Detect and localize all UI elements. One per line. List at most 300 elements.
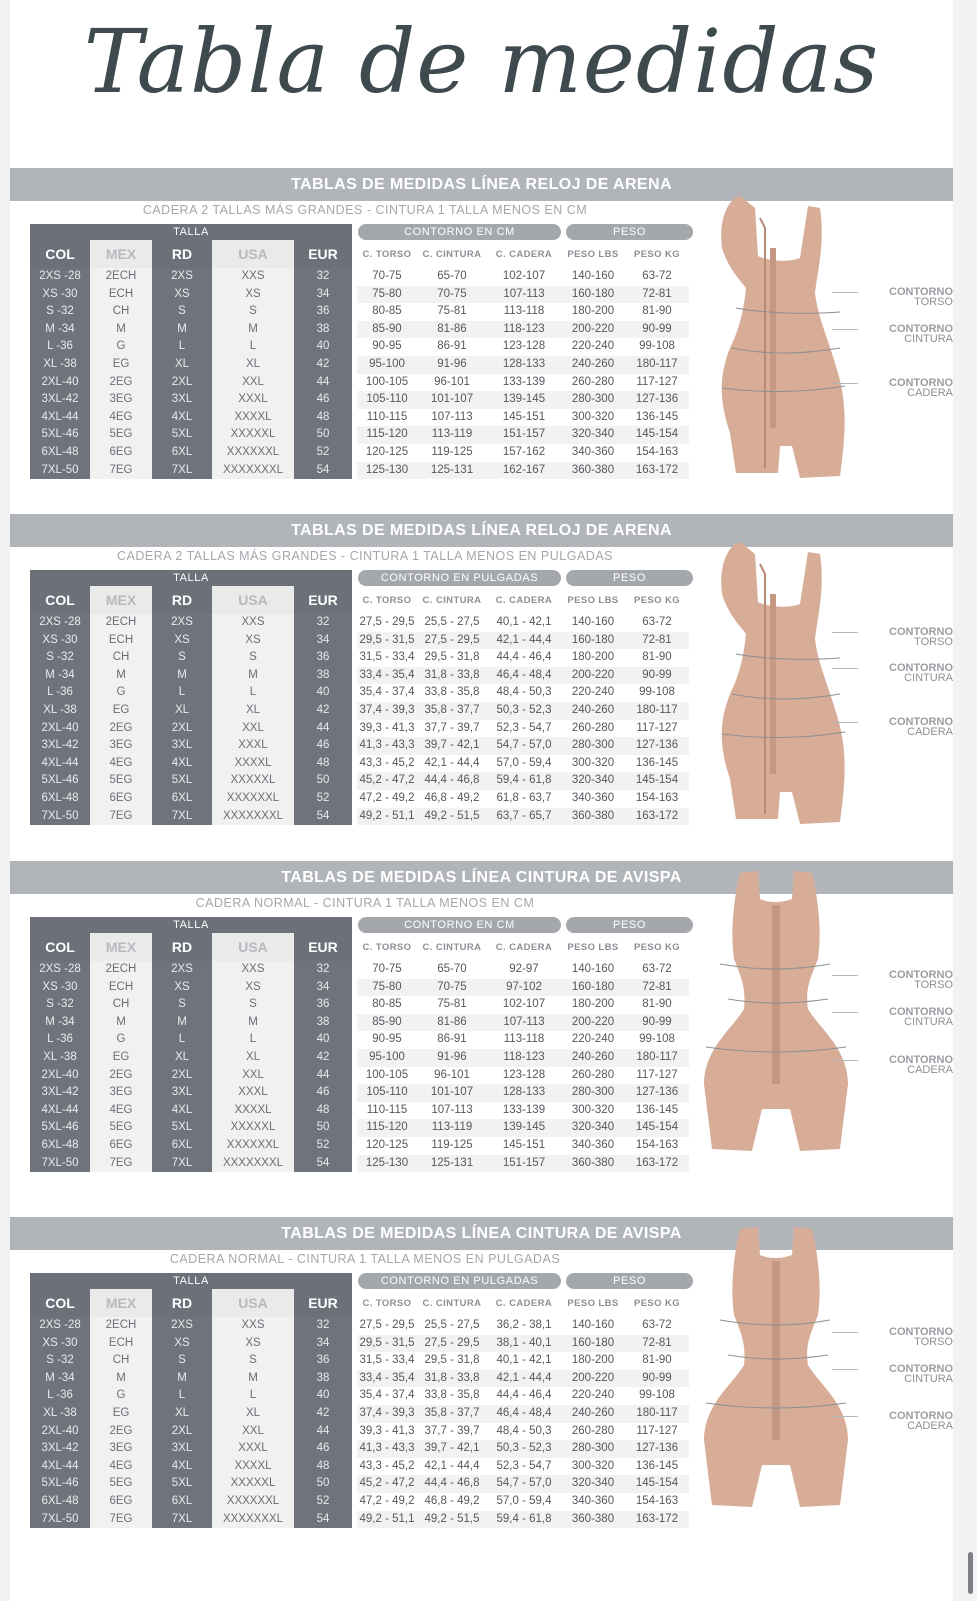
size-cell-eur: 34 [294, 286, 352, 304]
measure-cell: 92-97 [509, 963, 539, 975]
measure-cell: 140-160 [571, 270, 615, 282]
measure-cell: 154-163 [635, 1138, 679, 1151]
size-cell-rd: 2XL [152, 1067, 212, 1085]
measure-cell: 46,4 - 48,4 [487, 667, 561, 685]
measure-cell: 44,4 - 46,4 [496, 1389, 552, 1402]
measure-cell: 47,2 - 49,2 [359, 1494, 415, 1507]
size-cell-eur: 48 [294, 1458, 352, 1476]
col-header-usa: USA [212, 1289, 294, 1317]
measure-cell: 123-128 [502, 340, 546, 353]
measure-cell: 300-320 [571, 410, 615, 423]
table-row [30, 1155, 689, 1173]
col-header-c-torso: C. TORSO [357, 586, 417, 614]
measure-cell: 118-123 [487, 1049, 561, 1067]
size-cell-mex: 5EG [90, 1119, 152, 1137]
measure-cell: 180-117 [625, 1049, 689, 1067]
size-cell-rd: XL [152, 1405, 212, 1423]
measure-cell: 125-130 [357, 1155, 417, 1173]
peso-header: PESO [566, 1273, 693, 1289]
size-cell-eur: 32 [294, 268, 352, 286]
measure-cell: 27,5 - 29,5 [359, 616, 415, 628]
contorno-word: CONTORNO [889, 1363, 953, 1375]
measure-cell: 260-280 [571, 1424, 615, 1437]
measure-cell: 29,5 - 31,5 [357, 632, 417, 650]
size-cell-usa: XS [212, 286, 294, 304]
size-cell-col: 6XL-48 [30, 444, 90, 462]
measure-cell: 160-180 [561, 1335, 625, 1353]
measure-cell: 47,2 - 49,2 [359, 791, 415, 804]
measure-cell: 85-90 [357, 321, 417, 339]
table-row [30, 1423, 689, 1441]
measure-cell: 45,2 - 47,2 [357, 1475, 417, 1493]
size-cell-usa: M [212, 1370, 294, 1388]
size-cell-rd: XS [152, 286, 212, 304]
table-row [30, 1031, 689, 1049]
measure-cell: 320-340 [561, 772, 625, 790]
size-cell-rd: S [152, 649, 212, 667]
measure-cell: 123-128 [502, 1068, 546, 1081]
measure-cell: 145-151 [502, 410, 546, 423]
measure-cell: 33,8 - 35,8 [424, 1389, 480, 1402]
size-cell-rd: 4XL [152, 1458, 212, 1476]
table-row [30, 614, 689, 632]
measure-cell: 119-125 [431, 1138, 473, 1151]
measure-cell: 180-117 [625, 1405, 689, 1423]
size-cell-col: XS -30 [30, 632, 90, 650]
measure-cell: 118-123 [487, 321, 561, 339]
size-cell-usa: XXXXXXL [212, 790, 294, 808]
size-cell-col: 4XL-44 [30, 1458, 90, 1476]
measure-cell: 75-80 [357, 286, 417, 304]
measure-cell: 360-380 [561, 808, 625, 826]
size-cell-col: M -34 [30, 1014, 90, 1032]
size-cell-usa: XXXXL [212, 755, 294, 773]
size-cell-rd: 3XL [152, 391, 212, 409]
col-header-rd: RD [152, 240, 212, 268]
measure-cell: 50,3 - 52,3 [487, 1440, 561, 1458]
size-cell-col: 5XL-46 [30, 426, 90, 444]
size-cell-rd: 7XL [152, 808, 212, 826]
measure-cell: 39,3 - 41,3 [359, 1424, 415, 1437]
size-cell-rd: 7XL [152, 462, 212, 480]
size-cell-col: 5XL-46 [30, 1119, 90, 1137]
size-cell-rd: 2XL [152, 374, 212, 392]
measure-cell: 280-300 [561, 1440, 625, 1458]
size-cell-usa: XXXL [212, 737, 294, 755]
size-cell-rd: 4XL [152, 755, 212, 773]
measure-cell: 90-99 [625, 1370, 689, 1388]
size-cell-eur: 40 [294, 1387, 352, 1405]
size-cell-col: L -36 [30, 1031, 90, 1049]
size-cell-usa: M [212, 321, 294, 339]
size-cell-rd: XS [152, 979, 212, 997]
measure-cell: 90-95 [372, 1033, 402, 1046]
measure-cell: 52,3 - 54,7 [496, 721, 552, 734]
measure-cell: 35,8 - 37,7 [417, 1405, 487, 1423]
size-cell-col: 7XL-50 [30, 462, 90, 480]
size-cell-eur: 54 [294, 1155, 352, 1173]
size-cell-rd: M [152, 1014, 212, 1032]
measure-cell: 44,4 - 46,8 [417, 1475, 487, 1493]
size-cell-col: 3XL-42 [30, 1440, 90, 1458]
size-cell-usa: XXXL [212, 1440, 294, 1458]
size-cell-mex: 3EG [90, 391, 152, 409]
size-cell-col: S -32 [30, 996, 90, 1014]
contour-leader-line [832, 329, 858, 330]
col-header-c-torso: C. TORSO [357, 1289, 417, 1317]
size-cell-rd: 7XL [152, 1155, 212, 1173]
measure-cell: 240-260 [561, 1049, 625, 1067]
size-cell-eur: 38 [294, 667, 352, 685]
measure-cell: 136-145 [635, 410, 679, 423]
size-cell-mex: 4EG [90, 1102, 152, 1120]
size-cell-rd: XS [152, 632, 212, 650]
measure-cell: 117-127 [636, 1068, 678, 1081]
col-header-c-cadera: C. CADERA [487, 586, 561, 614]
measure-cell: 63,7 - 65,7 [487, 808, 561, 826]
section-2 [10, 514, 953, 854]
talla-header: TALLA [30, 224, 352, 240]
size-cell-eur: 54 [294, 808, 352, 826]
measure-cell: 200-220 [561, 1370, 625, 1388]
measure-cell: 59,4 - 61,8 [487, 772, 561, 790]
peso-header: PESO [566, 570, 693, 586]
table-header-row [30, 1289, 689, 1317]
size-cell-eur: 52 [294, 790, 352, 808]
size-cell-col: XL -38 [30, 1049, 90, 1067]
size-cell-rd: 6XL [152, 1137, 212, 1155]
col-header-peso-lbs: PESO LBS [561, 586, 625, 614]
table-row [30, 1458, 689, 1476]
size-cell-usa: XXXXXXXL [212, 1511, 294, 1529]
measure-cell: 40,1 - 42,1 [496, 616, 552, 628]
garment-figure [700, 1225, 850, 1530]
measure-cell: 31,5 - 33,4 [359, 651, 415, 664]
table-row [30, 1511, 689, 1529]
cadera-word: CADERA [907, 1064, 953, 1076]
size-cell-rd: 5XL [152, 1119, 212, 1137]
size-cell-rd: 5XL [152, 1475, 212, 1493]
section-title: TABLAS DE MEDIDAS LÍNEA CINTURA DE AVISPA [10, 861, 953, 894]
measure-cell: 160-180 [561, 286, 625, 304]
measure-cell: 136-145 [635, 1459, 679, 1472]
size-cell-usa: XXS [212, 268, 294, 286]
size-cell-usa: L [212, 1387, 294, 1405]
measure-cell: 113-118 [503, 1033, 545, 1046]
size-cell-mex: M [90, 1014, 152, 1032]
size-cell-mex: 7EG [90, 1511, 152, 1529]
col-header-col: COL [30, 240, 90, 268]
measure-cell: 49,2 - 51,1 [357, 808, 417, 826]
contour-leader-line [832, 1369, 858, 1370]
measure-cell: 127-136 [625, 1440, 689, 1458]
size-cell-usa: XXXL [212, 1084, 294, 1102]
scrollbar-thumb[interactable] [968, 1552, 973, 1594]
col-header-c-torso: C. TORSO [357, 240, 417, 268]
section-3 [10, 861, 953, 1201]
measure-cell: 59,4 - 61,8 [487, 1511, 561, 1529]
table-row [30, 1102, 689, 1120]
measure-cell: 340-360 [571, 1138, 615, 1151]
size-cell-usa: XXL [212, 1423, 294, 1441]
col-header-c-torso: C. TORSO [357, 933, 417, 961]
size-cell-mex: 2EG [90, 374, 152, 392]
measure-cell: 360-380 [561, 462, 625, 480]
measure-cell: 75-80 [357, 979, 417, 997]
col-header-c-cadera: C. CADERA [487, 1289, 561, 1317]
col-header-rd: RD [152, 586, 212, 614]
measure-cell: 61,8 - 63,7 [496, 791, 552, 804]
size-cell-eur: 34 [294, 632, 352, 650]
measure-cell: 65-70 [437, 270, 467, 282]
hourglass-bodysuit-image [700, 534, 850, 824]
table-row [30, 1405, 689, 1423]
size-cell-mex: ECH [90, 1335, 152, 1353]
col-header-col: COL [30, 586, 90, 614]
contour-leader-line [832, 292, 858, 293]
measure-cell: 29,5 - 31,5 [357, 1335, 417, 1353]
table-header-row [30, 933, 689, 961]
size-cell-col: XS -30 [30, 286, 90, 304]
measure-cell: 240-260 [561, 1405, 625, 1423]
size-cell-usa: L [212, 338, 294, 356]
measure-cell: 46,8 - 49,2 [424, 1494, 480, 1507]
size-cell-mex: 2ECH [90, 961, 152, 979]
measure-cell: 220-240 [571, 686, 615, 699]
contour-label-cintura [856, 1364, 953, 1384]
size-cell-rd: 2XS [152, 961, 212, 979]
measure-cell: 95-100 [357, 356, 417, 374]
cadera-word: CADERA [907, 387, 953, 399]
size-cell-usa: XL [212, 1049, 294, 1067]
size-cell-mex: 6EG [90, 790, 152, 808]
size-cell-usa: XXXXXXL [212, 444, 294, 462]
measure-cell: 151-157 [487, 426, 561, 444]
measure-cell: 36,2 - 38,1 [496, 1319, 552, 1331]
measure-cell: 180-200 [571, 998, 615, 1011]
torso-word: TORSO [914, 636, 953, 648]
measure-cell: 180-200 [571, 1354, 615, 1367]
measure-cell: 240-260 [561, 356, 625, 374]
measure-cell: 99-108 [639, 1033, 675, 1046]
measure-cell: 33,8 - 35,8 [424, 686, 480, 699]
size-cell-usa: L [212, 1031, 294, 1049]
size-cell-mex: G [90, 1387, 152, 1405]
size-cell-usa: XXL [212, 1067, 294, 1085]
measure-cell: 105-110 [357, 1084, 417, 1102]
size-cell-mex: 7EG [90, 808, 152, 826]
size-cell-usa: XXXXXXXL [212, 462, 294, 480]
measure-cell: 105-110 [357, 391, 417, 409]
measure-cell: 163-172 [625, 1155, 689, 1173]
measure-cell: 280-300 [561, 1084, 625, 1102]
size-cell-mex: CH [90, 996, 152, 1014]
measure-cell: 43,3 - 45,2 [359, 756, 415, 769]
measure-cell: 300-320 [571, 1103, 615, 1116]
size-cell-usa: XXXXXL [212, 1475, 294, 1493]
measure-cell: 110-115 [366, 1103, 408, 1116]
contour-leader-line [832, 975, 858, 976]
contorno-word: CONTORNO [889, 377, 953, 389]
table-row [30, 1014, 689, 1032]
measure-cell: 44,4 - 46,8 [417, 772, 487, 790]
size-cell-rd: 3XL [152, 1084, 212, 1102]
measure-cell: 57,0 - 59,4 [496, 1494, 552, 1507]
measure-cell: 90-95 [372, 340, 402, 353]
table-row [30, 1370, 689, 1388]
measure-cell: 180-200 [571, 651, 615, 664]
size-cell-eur: 44 [294, 1423, 352, 1441]
section-subtitle: CADERA NORMAL - CINTURA 1 TALLA MENOS EN PULGADAS [169, 1252, 561, 1266]
table-row [30, 1119, 689, 1137]
measure-cell: 136-145 [635, 756, 679, 769]
col-header-c-cadera: C. CADERA [487, 933, 561, 961]
size-cell-eur: 34 [294, 979, 352, 997]
measure-cell: 240-260 [561, 702, 625, 720]
measure-cell: 145-154 [625, 1475, 689, 1493]
size-cell-mex: 4EG [90, 755, 152, 773]
contour-leader-line [832, 1332, 858, 1333]
section-title: TABLAS DE MEDIDAS LÍNEA CINTURA DE AVISPA [10, 1217, 953, 1250]
size-cell-usa: XXXL [212, 391, 294, 409]
measure-cell: 151-157 [487, 1155, 561, 1173]
measure-cell: 200-220 [561, 1014, 625, 1032]
measure-cell: 27,5 - 29,5 [359, 1319, 415, 1331]
measure-cell: 37,7 - 39,7 [424, 1424, 480, 1437]
size-cell-eur: 50 [294, 1119, 352, 1137]
size-cell-col: 2XS -28 [30, 1317, 90, 1335]
size-cell-col: S -32 [30, 303, 90, 321]
measure-cell: 49,2 - 51,5 [417, 1511, 487, 1529]
size-cell-usa: XXXXXXL [212, 1137, 294, 1155]
size-cell-usa: XL [212, 356, 294, 374]
measure-cell: 96-101 [434, 1068, 470, 1081]
measure-cell: 125-131 [417, 462, 487, 480]
measure-cell: 99-108 [639, 340, 675, 353]
measure-cell: 139-145 [487, 1119, 561, 1137]
measure-cell: 27,5 - 29,5 [417, 1335, 487, 1353]
size-cell-usa: S [212, 649, 294, 667]
measure-cell: 220-240 [571, 1033, 615, 1046]
contour-leader-line [832, 722, 858, 723]
size-cell-usa: M [212, 1014, 294, 1032]
size-cell-col: S -32 [30, 1352, 90, 1370]
measure-cell: 49,2 - 51,1 [357, 1511, 417, 1529]
size-cell-usa: XXS [212, 961, 294, 979]
measure-cell: 101-107 [417, 1084, 487, 1102]
col-header-usa: USA [212, 933, 294, 961]
measure-cell: 145-154 [625, 426, 689, 444]
size-cell-eur: 50 [294, 1475, 352, 1493]
measure-cell: 200-220 [561, 321, 625, 339]
contorno-word: CONTORNO [889, 1326, 953, 1338]
contorno-word: CONTORNO [889, 1410, 953, 1422]
size-cell-eur: 46 [294, 1084, 352, 1102]
measure-cell: 46,4 - 48,4 [487, 1405, 561, 1423]
col-header-usa: USA [212, 240, 294, 268]
size-cell-mex: 4EG [90, 409, 152, 427]
size-cell-mex: EG [90, 702, 152, 720]
measure-cell: 91-96 [417, 356, 487, 374]
measure-cell: 117-127 [636, 721, 678, 734]
size-cell-col: XS -30 [30, 1335, 90, 1353]
measure-cell: 125-130 [357, 462, 417, 480]
cintura-word: CINTURA [904, 1373, 953, 1385]
measure-cell: 41,3 - 43,3 [357, 737, 417, 755]
size-cell-mex: 2EG [90, 1423, 152, 1441]
measure-cell: 145-154 [625, 772, 689, 790]
measure-cell: 99-108 [639, 1389, 675, 1402]
measure-cell: 107-113 [487, 1014, 561, 1032]
size-cell-rd: 2XL [152, 1423, 212, 1441]
measure-cell: 97-102 [487, 979, 561, 997]
size-cell-eur: 40 [294, 338, 352, 356]
size-cell-rd: L [152, 1031, 212, 1049]
table-row [30, 737, 689, 755]
contorno-header: CONTORNO EN CM [358, 224, 561, 240]
measure-cell: 54,7 - 57,0 [487, 737, 561, 755]
size-cell-eur: 32 [294, 1317, 352, 1335]
table-header-row [30, 586, 689, 614]
table-row [30, 649, 689, 667]
measure-cell: 35,8 - 37,7 [417, 702, 487, 720]
measure-cell: 101-107 [417, 391, 487, 409]
size-cell-col: XS -30 [30, 979, 90, 997]
measure-cell: 57,0 - 59,4 [496, 756, 552, 769]
talla-header: TALLA [30, 570, 352, 586]
size-cell-mex: M [90, 321, 152, 339]
size-table [30, 586, 689, 825]
contour-label-cadera [856, 1055, 953, 1075]
measure-cell: 107-113 [431, 410, 473, 423]
size-cell-rd: 6XL [152, 1493, 212, 1511]
measure-cell: 63-72 [642, 270, 672, 282]
measure-cell: 81-86 [417, 321, 487, 339]
measure-cell: 91-96 [417, 1049, 487, 1067]
size-cell-usa: XXXXXXL [212, 1493, 294, 1511]
table-row [30, 996, 689, 1014]
contour-leader-line [832, 383, 858, 384]
size-cell-eur: 38 [294, 1014, 352, 1032]
measure-cell: 95-100 [357, 1049, 417, 1067]
torso-word: TORSO [914, 296, 953, 308]
measure-cell: 110-115 [366, 410, 408, 423]
size-cell-usa: XXXXL [212, 1458, 294, 1476]
measure-cell: 72-81 [625, 1335, 689, 1353]
size-cell-rd: 3XL [152, 1440, 212, 1458]
col-header-c-cintura: C. CINTURA [417, 240, 487, 268]
contour-label-cadera [856, 717, 953, 737]
col-header-rd: RD [152, 1289, 212, 1317]
measure-cell: 200-220 [561, 667, 625, 685]
col-header-peso-lbs: PESO LBS [561, 240, 625, 268]
size-cell-col: 3XL-42 [30, 391, 90, 409]
size-cell-eur: 32 [294, 961, 352, 979]
measure-cell: 140-160 [571, 616, 615, 628]
contorno-word: CONTORNO [889, 286, 953, 298]
size-cell-mex: CH [90, 1352, 152, 1370]
size-chart-page [10, 0, 953, 1601]
size-cell-col: 7XL-50 [30, 1511, 90, 1529]
measure-cell: 180-200 [571, 305, 615, 318]
measure-cell: 300-320 [571, 1459, 615, 1472]
measure-cell: 38,1 - 40,1 [487, 1335, 561, 1353]
size-cell-eur: 36 [294, 1352, 352, 1370]
size-cell-mex: G [90, 1031, 152, 1049]
contour-leader-line [832, 668, 858, 669]
size-cell-col: 7XL-50 [30, 1155, 90, 1173]
size-cell-mex: 2EG [90, 720, 152, 738]
